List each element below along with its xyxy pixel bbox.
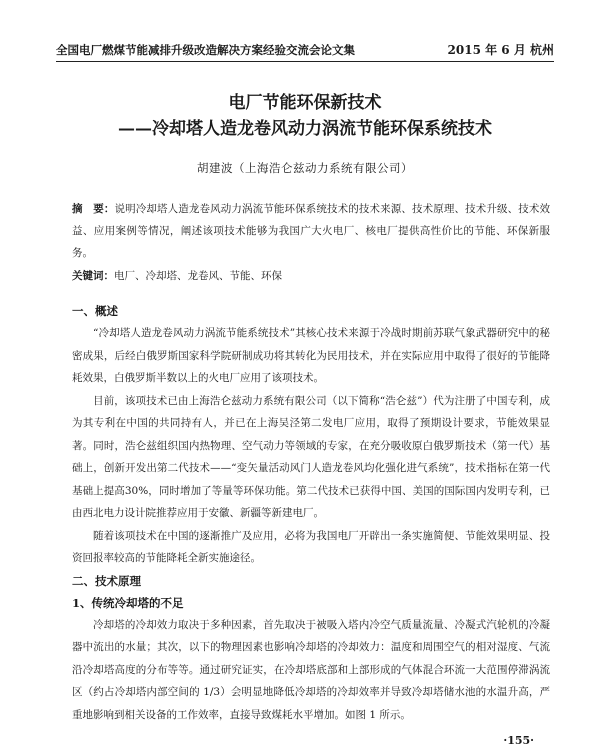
section-heading-overview: 一、概述 [72,304,118,318]
paper-title [56,92,554,140]
title-line-1: 电厂节能环保新技术 [228,93,382,113]
subsection-heading: 1、传统冷却塔的不足 [72,595,184,610]
keywords-text: 电厂、冷却塔、龙卷风、节能、环保 [114,270,282,282]
title-line-2: ——冷却塔人造龙卷风动力涡流节能环保系统技术 [118,119,492,139]
abstract-text: 说明冷却塔人造龙卷风动力涡流节能环保系统技术的技术来源、技术原理、技术升级、技术效益、应用案例等情况，阐述该项技术能够为我国广大火电厂、核电厂提供高性价比的节能、环保新服务。 [72,203,550,259]
abstract-label: 摘 要： [72,203,115,215]
keywords-label: 关键词： [72,270,114,282]
section-heading-principle: 二、技术原理 [72,573,141,588]
author-line: 胡建波（上海浩仑兹动力系统有限公司） [197,161,413,175]
paragraph: 随着该项技术在中国的逐渐推广及应用，必将为我国电厂开辟出一条实施简便、节能效果明显、投资回报率较高的节能降耗全新实施途径。 [72,529,550,564]
running-header [56,36,554,62]
header-date-location: 2015 年 6 月 杭州 [447,43,554,57]
paragraph: 目前，该项技术已由上海浩仑兹动力系统有限公司（以下简称“浩仑兹”）代为注册了中国专利，成为其专利在中国的共同持有人，并已在上海吴泾第二发电厂应用，取得了预期设计要求，节能效果显著。同时，浩仑兹组织国内热物理、空气动力等领域的专家，在充分吸收原白俄罗斯技术（第一代）基础上，创新开发出第二代技术——“变矢量活动风门人造龙卷风均化强化进气系统”，技术指标在第一代基础上提高30%，同时增加了等量等环保功能。第二代技术已获得中国、美国的国际国内发明专利，已由西北电力设计院推荐应用于安徽、新疆等新建电厂。 [72,394,550,519]
keywords [72,266,550,286]
page-number: ·155· [503,734,534,747]
header-proceedings-title: 全国电厂燃煤节能减排升级改造解决方案经验交流会论文集 [56,43,355,57]
paragraph: “冷却塔人造龙卷风动力涡流节能系统技术”其核心技术来源于冷战时期前苏联气象武器研究中的秘密成果，后经白俄罗斯国家科学院研制成功将其转化为民用技术，并在实际应用中取得了很好的节能降耗效果，白俄罗斯半数以上的火电厂应用了该项技术。 [72,327,550,384]
paragraph: 冷却塔的冷却效力取决于多种因素，首先取决于被吸入塔内冷空气质量流量、冷凝式汽轮机的冷凝器中流出的水量；其次，以下的物理因素也影响冷却塔的冷却效力：温度和周围空气的相对湿度、气流沿冷却塔高度的分布等等。通过研究证实，在冷却塔底部和上部形成的气体混合环流一大范围停滞涡流区（约占冷却塔内部空间的 1/3）会明显地降低冷却塔的冷却效率并导致冷却塔储水池的水温升高，严重地影响到相关设备的工作效率，直接导致煤耗水平增加。如图 1 所示。 [72,618,550,721]
abstract [72,198,550,264]
body-text [72,300,550,726]
